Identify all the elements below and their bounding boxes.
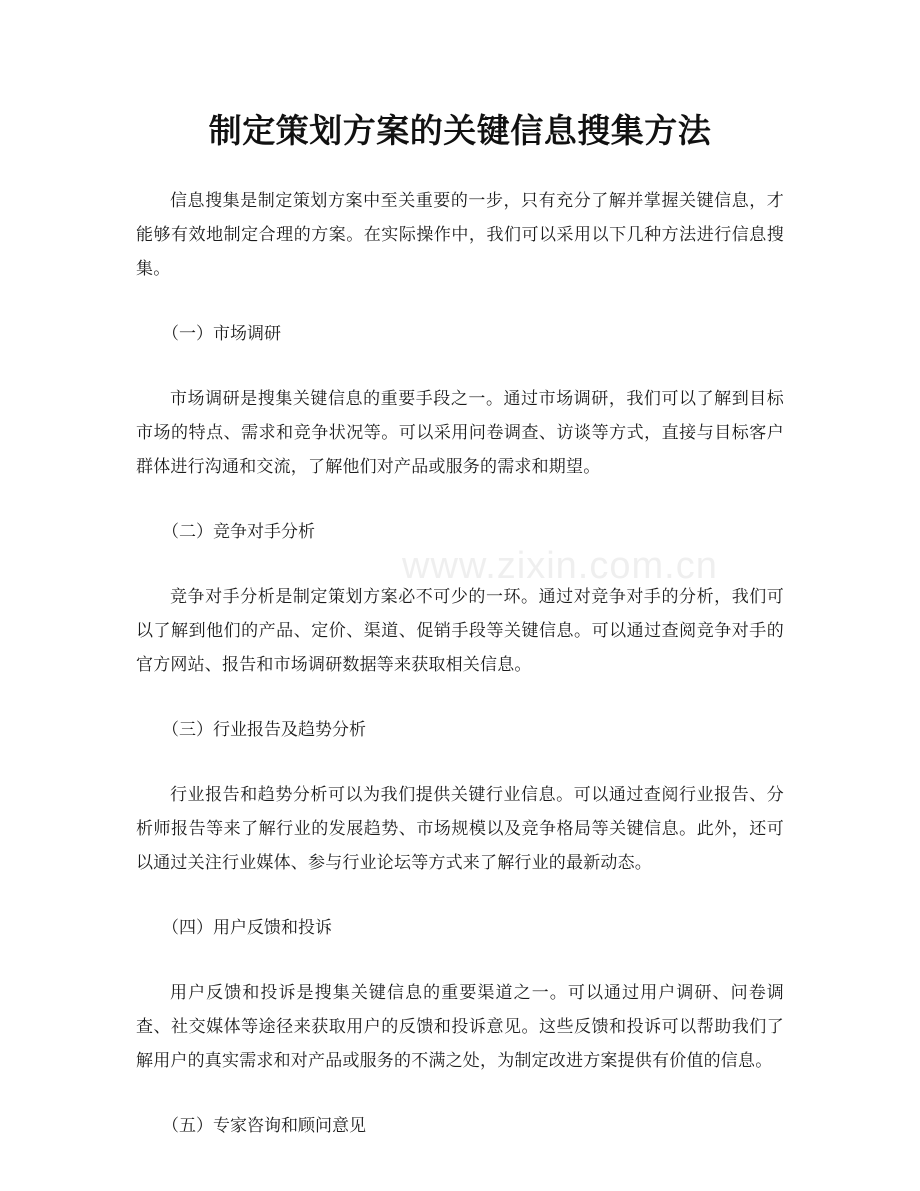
section-body-industry-report: 行业报告和趋势分析可以为我们提供关键行业信息。可以通过查阅行业报告、分析师报告等来了解行业的发展趋势、市场规模以及竞争格局等关键信息。此外，还可以通过关注行业媒体、参与行业论坛等方式来了解行业的最新动态。	[136, 785, 784, 873]
section-body-user-feedback: 用户反馈和投诉是搜集关键信息的重要渠道之一。可以通过用户调研、问卷调查、社交媒体等途径来获取用户的反馈和投诉意见。这些反馈和投诉可以帮助我们了解用户的真实需求和对产品或服务的不满之处，为制定改进方案提供有价值的信息。	[136, 983, 784, 1071]
intro-paragraph: 信息搜集是制定策划方案中至关重要的一步，只有充分了解并掌握关键信息，才能够有效地制定合理的方案。在实际操作中，我们可以采用以下几种方法进行信息搜集。	[136, 191, 784, 279]
section-body-competitor-analysis: 竞争对手分析是制定策划方案必不可少的一环。通过对竞争对手的分析，我们可以了解到他们的产品、定价、渠道、促销手段等关键信息。可以通过查阅竞争对手的官方网站、报告和市场调研数据等来获取相关信息。	[136, 587, 784, 675]
section-heading-industry-report: （三）行业报告及趋势分析	[162, 720, 366, 740]
section-heading-market-research: （一）市场调研	[162, 324, 281, 344]
document-body	[136, 184, 784, 1174]
watermark: www.zixin.com.cn	[402, 545, 718, 587]
page-title: 制定策划方案的关键信息搜集方法	[208, 111, 712, 150]
section-body-market-research: 市场调研是搜集关键信息的重要手段之一。通过市场调研，我们可以了解到目标市场的特点、需求和竞争状况等。可以采用问卷调查、访谈等方式，直接与目标客户群体进行沟通和交流，了解他们对产品或服务的需求和期望。	[136, 389, 784, 477]
section-heading-expert-consulting: （五）专家咨询和顾问意见	[162, 1116, 366, 1136]
section-heading-competitor-analysis: （二）竞争对手分析	[162, 522, 315, 542]
section-heading-user-feedback: （四）用户反馈和投诉	[162, 918, 332, 938]
